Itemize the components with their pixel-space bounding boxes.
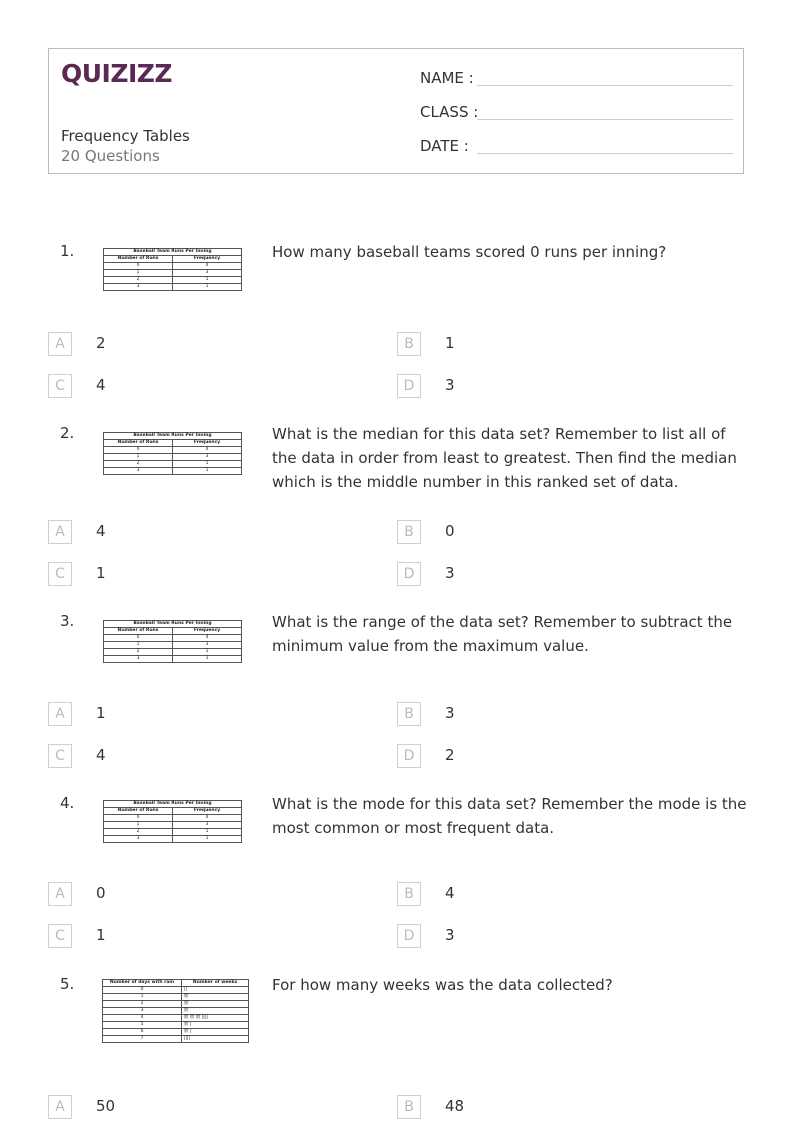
choice-value: 4 [96,746,106,764]
worksheet-title: Frequency Tables [61,127,190,145]
choice-value: 1 [96,704,106,722]
table-cell: 3 [104,468,173,475]
table-header: Number of weeks [182,980,249,987]
class-line [477,119,733,120]
table-cell: 2 [104,461,173,468]
question-text: For how many weeks was the data collected? [272,976,613,994]
table-header: Number of days with rain [103,980,182,987]
table-cell: 2 [104,649,173,656]
choice-value: 3 [445,926,455,944]
tally-cell: 卌 [182,1008,249,1015]
runs-table-image [103,432,242,475]
table-cell: 3 [104,836,173,843]
name-label: NAME : [420,69,474,87]
question-number: 4. [60,794,75,812]
table-cell: 1 [104,642,173,649]
table-cell: 1 [104,270,173,277]
table-header: Number of Runs [104,808,173,815]
table-cell: 1 [173,836,242,843]
choice-value: 1 [96,926,106,944]
table-cell: 1 [173,468,242,475]
choice-value: 0 [445,522,455,540]
tally-cell: 卌 | [182,1022,249,1029]
table-cell: 1 [173,656,242,663]
choice-value: 3 [445,704,455,722]
table-cell: 1 [173,461,242,468]
table-cell: 4 [173,263,242,270]
table-cell: 3 [103,1008,182,1015]
tally-cell: |||| [182,1036,249,1043]
choice-letter: D [397,374,421,398]
choice-letter: C [48,562,72,586]
table-cell: 0 [104,447,173,454]
table-cell: 4 [173,635,242,642]
date-label: DATE : [420,137,469,155]
choice-value: 48 [445,1097,465,1115]
quizizz-logo: QUIZIZZ [61,59,173,88]
tally-cell: 卌 [182,994,249,1001]
table-caption: Baseball Team Runs Per Inning [104,249,242,256]
table-cell: 2 [104,277,173,284]
table-cell: 0 [104,263,173,270]
table-header: Number of Runs [104,440,173,447]
table-cell: 3 [173,454,242,461]
question-number: 3. [60,612,75,630]
choice-value: 3 [445,564,455,582]
table-cell: 0 [104,635,173,642]
table-caption: Baseball Team Runs Per Inning [104,433,242,440]
question-count: 20 Questions [61,147,160,165]
table-cell: 2 [103,1001,182,1008]
question-text: What is the range of the data set? Remember to subtract the minimum value from the maximum value. [272,613,733,655]
table-header: Frequency [173,440,242,447]
choice-letter: C [48,374,72,398]
table-cell: 1 [173,829,242,836]
runs-table-image [103,620,242,663]
choice-letter: B [397,882,421,906]
choice-value: 0 [96,884,106,902]
question-number: 5. [60,975,75,993]
choice-letter: D [397,744,421,768]
table-header: Frequency [173,628,242,635]
choice-value: 4 [445,884,455,902]
choice-value: 1 [96,564,106,582]
choice-value: 1 [445,334,455,352]
table-caption: Baseball Team Runs Per Inning [104,801,242,808]
table-header: Number of Runs [104,256,173,263]
choice-letter: B [397,332,421,356]
date-field[interactable] [420,137,469,155]
choice-value: 2 [445,746,455,764]
choice-value: 50 [96,1097,116,1115]
table-cell: 1 [173,284,242,291]
tally-cell: 卌 | [182,1029,249,1036]
choice-letter: A [48,882,72,906]
table-header: Frequency [173,256,242,263]
table-cell: 3 [104,656,173,663]
choice-value: 4 [96,522,106,540]
choice-letter: C [48,924,72,948]
question-text: How many baseball teams scored 0 runs per inning? [272,243,667,261]
table-header: Number of Runs [104,628,173,635]
tally-cell: 卌 [182,1001,249,1008]
table-caption: Baseball Team Runs Per Inning [104,621,242,628]
choice-value: 2 [96,334,106,352]
question-text: What is the mode for this data set? Remember the mode is the most common or most frequent data. [272,795,747,837]
choice-letter: D [397,924,421,948]
choice-letter: B [397,1095,421,1119]
class-field[interactable] [420,103,478,121]
choice-letter: A [48,520,72,544]
table-cell: 3 [173,642,242,649]
table-cell: 1 [173,649,242,656]
table-cell: 6 [103,1029,182,1036]
table-cell: 3 [173,270,242,277]
table-cell: 1 [104,822,173,829]
rain-tally-table-image [102,979,249,1043]
question-number: 1. [60,242,75,260]
table-cell: 3 [173,822,242,829]
table-cell: 1 [103,994,182,1001]
runs-table-image [103,800,242,843]
table-cell: 7 [103,1036,182,1043]
choice-letter: B [397,702,421,726]
question-number: 2. [60,424,75,442]
runs-table-image [103,248,242,291]
table-cell: 5 [103,1022,182,1029]
choice-letter: A [48,332,72,356]
choice-letter: A [48,1095,72,1119]
name-field[interactable] [420,69,474,87]
table-cell: 2 [104,829,173,836]
table-cell: 0 [103,987,182,994]
table-cell: 4 [173,447,242,454]
choice-letter: C [48,744,72,768]
choice-letter: D [397,562,421,586]
worksheet-header [48,48,744,174]
choice-letter: B [397,520,421,544]
question-text: What is the median for this data set? Remember to list all of the data in order from least to greatest. Then find the median which is the middle number in this ranked set of data. [272,425,737,491]
date-line [477,153,733,154]
table-cell: 1 [104,454,173,461]
table-cell: 4 [173,815,242,822]
table-cell: 3 [104,284,173,291]
class-label: CLASS : [420,103,479,121]
choice-value: 4 [96,376,106,394]
tally-cell: 卌 卌 卌 |||| [182,1015,249,1022]
table-cell: 1 [173,277,242,284]
choice-value: 3 [445,376,455,394]
tally-cell: || [182,987,249,994]
choice-letter: A [48,702,72,726]
table-cell: 4 [103,1015,182,1022]
table-cell: 0 [104,815,173,822]
table-header: Frequency [173,808,242,815]
name-line [477,85,733,86]
